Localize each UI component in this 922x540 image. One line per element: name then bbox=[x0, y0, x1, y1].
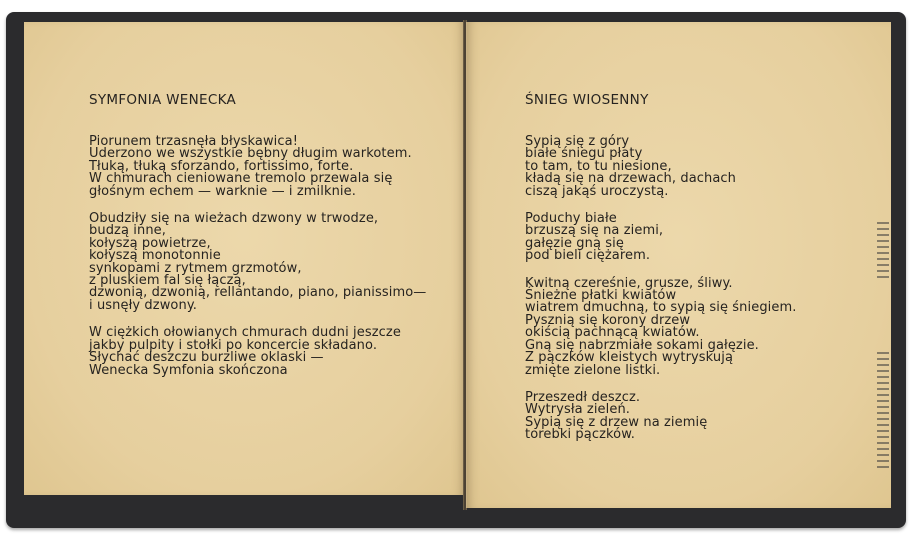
poem-line: Śnieżne płatki kwiatów bbox=[525, 288, 677, 304]
poem-title-symfonia-wenecka: SYMFONIA WENECKA bbox=[89, 92, 237, 108]
page-edge-mark bbox=[877, 222, 889, 282]
poem-line: W chmurach cieniowane tremolo przewala się bbox=[89, 171, 393, 187]
poem-line: wiatrem dmuchną, to sypią się śniegiem. bbox=[525, 300, 797, 316]
poem-line: torebki pączków. bbox=[525, 427, 636, 443]
poem-line: gałęzie gną się bbox=[525, 235, 624, 251]
poem-line: Tłuką, tłuką sforzando, fortissimo, forte. bbox=[89, 158, 354, 174]
poem-line: W ciężkich ołowianych chmurach dudni jeszcze bbox=[89, 325, 401, 341]
poem-line: okiścią pachnącą kwiatów. bbox=[525, 325, 700, 341]
poem-line: głośnym echem — warknie — i zmilknie. bbox=[89, 183, 356, 199]
left-page bbox=[24, 22, 465, 495]
stanza bbox=[525, 136, 796, 198]
poem-line: jakby pulpity i stołki po koncercie składano. bbox=[89, 337, 378, 353]
poem-line: pod bieli ciężarem. bbox=[525, 248, 651, 264]
poem-line: budzą inne, bbox=[89, 223, 166, 239]
right-page bbox=[466, 22, 891, 508]
poem-line: dzwonią, dzwonią, rellantando, piano, pianissimo— bbox=[89, 285, 427, 301]
stanza bbox=[89, 327, 426, 377]
poem-line: zmięte zielone listki. bbox=[525, 362, 661, 378]
poem-line: brzuszą się na ziemi, bbox=[525, 223, 664, 239]
poem-line: białe śniegu płaty bbox=[525, 146, 643, 162]
stanza bbox=[525, 389, 796, 443]
stanza bbox=[525, 275, 797, 378]
page-edge-mark bbox=[877, 352, 889, 472]
poem-line: Obudziły się na wieżach dzwony w trwodze, bbox=[89, 211, 379, 227]
poem-line: Piorunem trzasnęła błyskawica! bbox=[89, 134, 299, 149]
poem-title-snieg-wiosenny: ŚNIEG WIOSENNY bbox=[525, 92, 649, 108]
poem-line: synkopami z rytmem grzmotów, bbox=[89, 260, 302, 276]
stanza bbox=[89, 136, 426, 198]
poem-line: kołyszą powietrze, bbox=[89, 235, 211, 251]
poem-line: kładą się na drzewach, dachach bbox=[525, 171, 737, 187]
poem-line: Pysznią się korony drzew bbox=[525, 312, 691, 328]
poem-line: Kwitną czereśnie, grusze, śliwy. bbox=[525, 275, 733, 291]
poem-line: Sypią się z drzew na ziemię bbox=[525, 414, 708, 430]
stanza bbox=[525, 213, 796, 263]
poem-line: Uderzono we wszystkie bębny długim warkotem. bbox=[89, 146, 412, 162]
poem-line: Poduchy białe bbox=[525, 211, 617, 227]
poem-line: Sypią się z góry bbox=[525, 134, 630, 149]
poem-text-snieg-wiosenny bbox=[525, 136, 796, 457]
poem-line: z pluskiem fal się łączą, bbox=[89, 273, 246, 289]
poem-line: Słychać deszczu burzliwe oklaski — bbox=[89, 350, 324, 366]
stanza bbox=[89, 213, 426, 312]
poem-line: ciszą jakąś uroczystą. bbox=[525, 183, 669, 199]
poem-line: Wytrysła zieleń. bbox=[525, 402, 631, 418]
poem-text-symfonia-wenecka bbox=[89, 136, 426, 392]
poem-line: Z pączków kleistych wytryskują bbox=[525, 350, 734, 366]
poem-line: Wenecka Symfonia skończona bbox=[89, 362, 288, 378]
poem-line: Przeszedł deszcz. bbox=[525, 389, 641, 405]
poem-line: to tam, to tu niesione, bbox=[525, 158, 672, 174]
poem-line: i usnęły dzwony. bbox=[89, 297, 197, 313]
poem-line: Gną się nabrzmiałe sokami gałęzie. bbox=[525, 337, 759, 353]
poem-line: kołyszą monotonnie bbox=[89, 248, 221, 264]
